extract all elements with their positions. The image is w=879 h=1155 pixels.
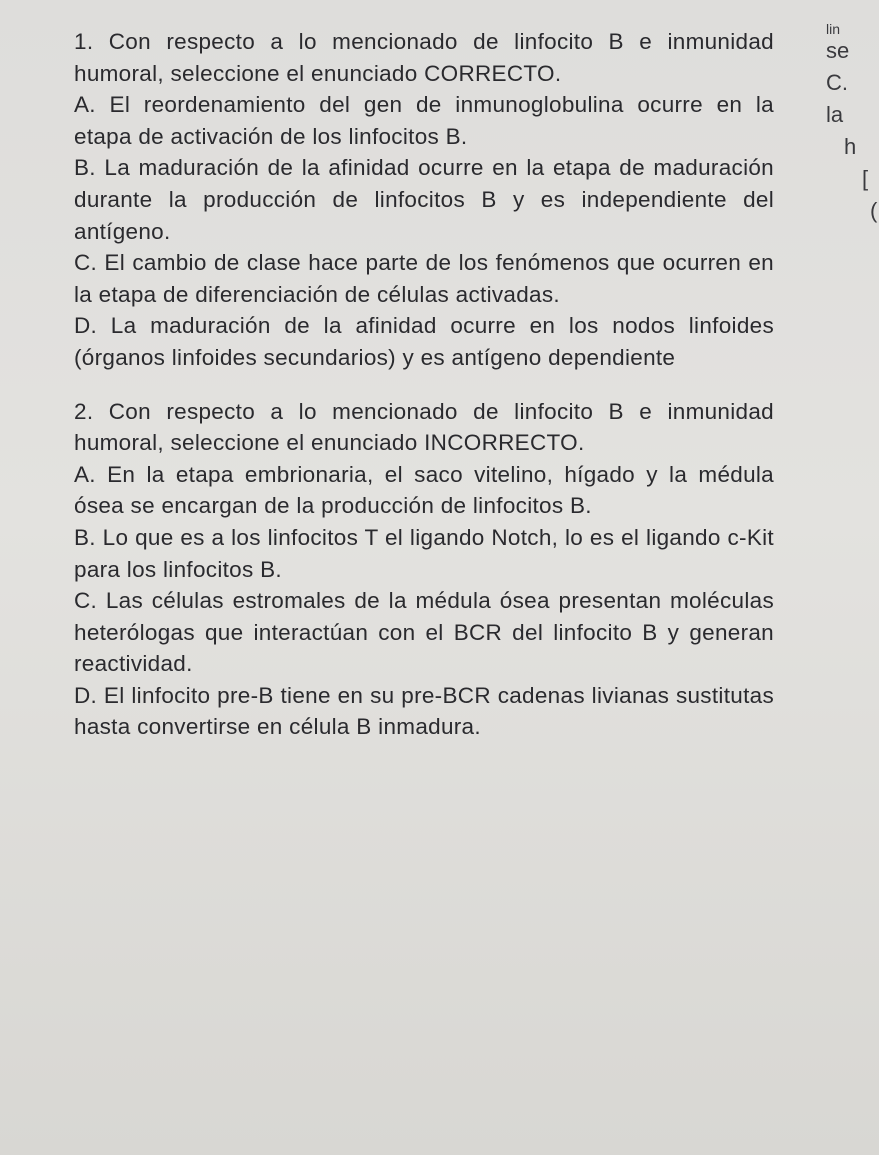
adjacent-column-fragments	[826, 22, 879, 228]
questions-column	[74, 26, 774, 757]
fragment-text: la	[826, 102, 844, 127]
question-2-option-b: B. Lo que es a los linfocitos T el ligando Notch, lo es el ligando c-Kit para los linfocitos B.	[74, 524, 774, 582]
fragment-text: se	[826, 38, 850, 63]
question-1-option-a: A. El reordenamiento del gen de inmunoglobulina ocurre en la etapa de activación de los linfocitos B.	[74, 92, 774, 149]
question-2-option-d: D. El linfocito pre-B tiene en su pre-BCR cadenas livianas sustitutas hasta convertirse en célula B inmadura.	[74, 682, 774, 740]
question-1-stem: 1. Con respecto a lo mencionado de linfocito B e inmunidad humoral, seleccione el enunciado CORRECTO.	[74, 29, 774, 86]
question-1	[74, 26, 774, 374]
fragment-text: C.	[826, 70, 848, 95]
question-2-option-c: C. Las células estromales de la médula ósea presentan moléculas heterólogas que interactúan con el BCR del linfocito B y generan reactividad.	[74, 588, 774, 677]
fragment-text: [	[862, 166, 869, 191]
question-2-stem: 2. Con respecto a lo mencionado de linfocito B e inmunidad humoral, seleccione el enunciado INCORRECTO.	[74, 398, 774, 456]
fragment-text: lin	[826, 22, 841, 36]
question-2	[74, 396, 774, 744]
fragment-text: h	[844, 134, 857, 159]
question-1-option-d: D. La maduración de la afinidad ocurre en los nodos linfoides (órganos linfoides secundarios) y es antígeno dependiente	[74, 313, 774, 370]
question-1-option-c: C. El cambio de clase hace parte de los fenómenos que ocurren en la etapa de diferenciación de células activadas.	[74, 250, 774, 307]
question-2-option-a: A. En la etapa embrionaria, el saco vitelino, hígado y la médula ósea se encargan de la producción de linfocitos B.	[74, 461, 774, 519]
question-1-option-b: B. La maduración de la afinidad ocurre en la etapa de maduración durante la producción de linfocitos B y es independiente del antígeno.	[74, 155, 774, 244]
fragment-text: (	[870, 198, 878, 223]
